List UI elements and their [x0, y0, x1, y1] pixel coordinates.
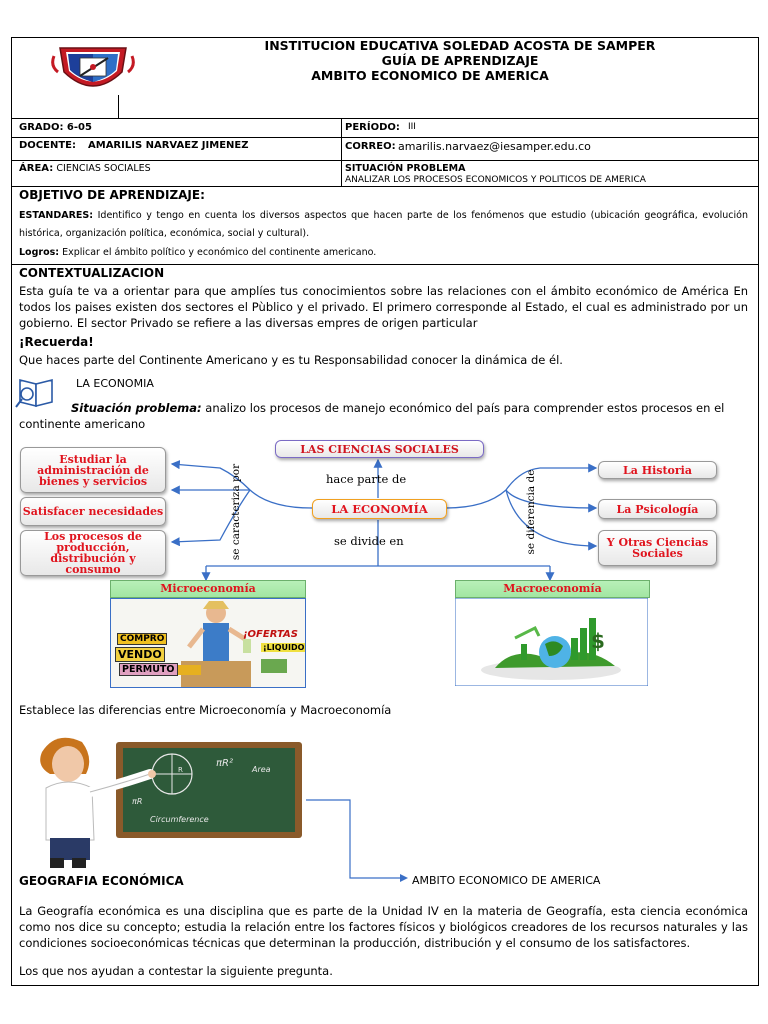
logros-text: Explicar el ámbito político y económico del continente americano. [62, 247, 377, 258]
area-value: CIENCIAS SOCIALES [56, 163, 151, 174]
estandares-text: Identifico y tengo en cuenta los diversos aspectos que hacen parte de los fenómenos que estudio (ubicación geográfica, evolución histórica, organización política, económica, social y cultural). [19, 210, 748, 239]
correo-label: CORREO: [345, 141, 396, 152]
box-microeconomia: Microeconomía [110, 580, 306, 598]
se-diferencia-label: se diferencia de [525, 469, 537, 555]
dollar-sign-icon: $ [591, 629, 605, 653]
sign-vendo: VENDO [115, 647, 165, 662]
correo-value: amarilis.narvaez@iesamper.edu.co [398, 140, 591, 153]
logros-paragraph [19, 244, 748, 262]
situacion-value: ANALIZAR LOS PROCESOS ECONOMICOS Y POLITICOS DE AMERICA [345, 175, 646, 185]
periodo-label: PERÍODO: [345, 122, 400, 133]
context-title: CONTEXTUALIZACION [19, 266, 165, 280]
sign-compro: COMPRO [117, 633, 167, 645]
rule [11, 186, 758, 187]
se-caracteriza-label: se caracteriza por [230, 463, 242, 561]
box-right-1: La Historia [598, 461, 717, 479]
ambito-connector-arrow [300, 796, 410, 886]
establece-instruction: Establece las diferencias entre Microeconomía y Macroeconomía [19, 703, 392, 717]
docente-value: AMARILIS NARVAEZ JIMENEZ [88, 140, 249, 151]
se-divide-label: se divide en [334, 534, 404, 548]
microeconomia-illustration [110, 598, 306, 688]
docente-label: DOCENTE: [19, 140, 76, 151]
estandares-label: ESTANDARES: [19, 210, 94, 221]
chalk-area: Area [252, 765, 271, 774]
objetivo-title: OBJETIVO DE APRENDIZAJE: [19, 188, 205, 202]
box-right-3: Y Otras Ciencias Sociales [598, 530, 717, 566]
box-left-1: Estudiar la administración de bienes y servicios [20, 447, 166, 493]
economia-label: LA ECONOMIA [76, 377, 154, 390]
chalk-r: R [178, 766, 183, 774]
rule [11, 264, 758, 265]
chalk-circumference: Circumference [150, 815, 209, 824]
recuerda-text: Que haces parte del Continente Americano y es tu Responsabilidad conocer la dinámica de él. [19, 353, 563, 367]
rule [341, 118, 342, 186]
context-paragraph: Esta guía te va a orientar para que amplíes tus conocimientos sobre las relaciones con el ámbito económico de América En todos los paises existen dos sectores el Pùblico y el privado. El primero corresponde al Estado, el cual es administrado por un gobierno. El sector Privado se refiere a las diversas empres de origen particular [19, 284, 748, 330]
macroeconomia-illustration [455, 598, 648, 686]
sign-permuto: PERMUTO [119, 663, 178, 676]
recuerda-label: ¡Recuerda! [19, 335, 94, 349]
area-label: ÁREA: [19, 163, 54, 174]
box-left-2: Satisfacer necesidades [20, 497, 166, 526]
school-crest-logo [50, 42, 136, 98]
rule [118, 95, 119, 118]
box-ciencias-sociales: LAS CIENCIAS SOCIALES [275, 440, 484, 458]
geo-paragraph-2: Los que nos ayudan a contestar la siguiente pregunta. [19, 964, 333, 978]
geo-title: GEOGRAFIA ECONÓMICA [19, 874, 184, 888]
situacion-label: SITUACIÓN PROBLEMA [345, 163, 466, 174]
rule [11, 137, 758, 138]
situacion-problema-text: analizo los procesos de manejo económico del país para comprender estos procesos en el continente americano [19, 401, 725, 431]
teacher-chalkboard-illustration [20, 730, 304, 870]
box-macroeconomia: Macroeconomía [455, 580, 650, 598]
situacion-problema-label: Situación problema: [71, 401, 202, 415]
rule [11, 160, 758, 161]
chalk-pir2: πR² [216, 758, 233, 769]
rule [11, 118, 758, 119]
logros-label: Logros: [19, 247, 60, 258]
guide-title: GUÍA DE APRENDIZAJE [381, 53, 539, 68]
estandares-paragraph [19, 207, 748, 243]
situacion-paragraph [19, 400, 748, 432]
grado-label: GRADO: 6-05 [19, 122, 92, 133]
box-la-economia: LA ECONOMÍA [312, 499, 447, 519]
periodo-value: III [408, 122, 416, 132]
chalk-pir: πR [132, 797, 143, 806]
geo-paragraph: La Geografía económica es una disciplina que es parte de la Unidad IV en la materia de Geografía, esta ciencia económica como nos dice su concepto; estudia la relación entre los factores físicos y biológicos creadores de los recursos naturales y las condiciones socioeconómicas técnicas que determinan la producción, distribución y el consumo de los satisfactores. [19, 904, 748, 950]
hace-parte-label: hace parte de [326, 472, 407, 486]
sign-ofertas: ¡OFERTAS [243, 629, 298, 640]
box-right-2: La Psicología [598, 499, 717, 519]
sign-liquido: ¡LIQUIDO [263, 643, 305, 652]
school-name: INSTITUCION EDUCATIVA SOLEDAD ACOSTA DE SAMPER [264, 38, 656, 53]
ambito-label: AMBITO ECONOMICO DE AMERICA [412, 874, 601, 887]
box-left-3: Los procesos de producción, distribución y consumo [20, 530, 166, 576]
guide-subject: AMBITO ECONOMICO DE AMERICA [311, 68, 549, 83]
